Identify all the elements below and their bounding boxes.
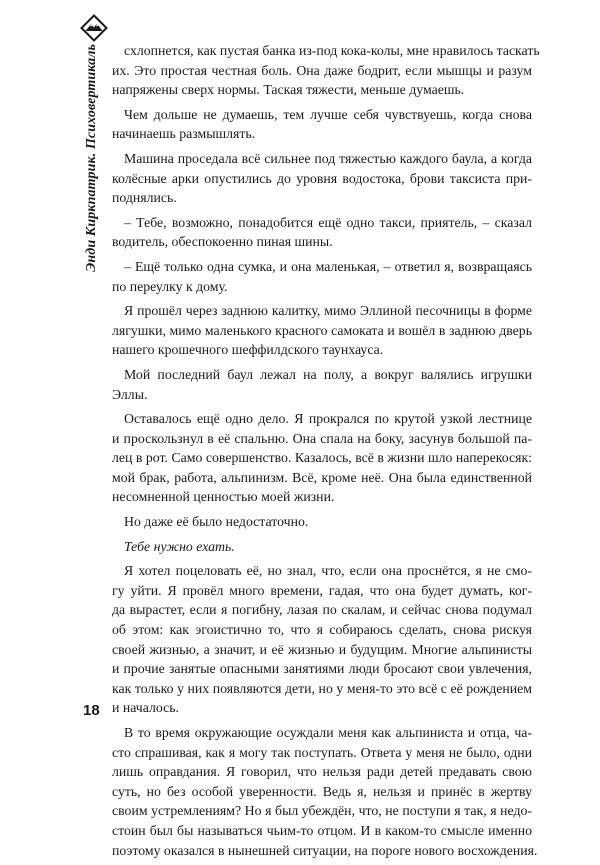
paragraph (112, 561, 532, 718)
text-line: Эллы. (112, 386, 148, 402)
text-line: стоин был бы называться чьим-то отцом. И в каком-то смысле именно (112, 822, 532, 838)
paragraph (112, 257, 532, 296)
text-line: Машина проседала всё сильнее под тяжестью каждого баула, а когда (124, 150, 532, 166)
paragraph (112, 105, 532, 144)
text-line: – Ещё только одна сумка, и она маленькая, – ответил я, возвращаясь (124, 258, 532, 274)
text-line: и проскользнул в её спальню. Она спала на боку, засунув большой па- (112, 430, 532, 446)
text-line: нашего крошечного шеффилдского таунхауса. (112, 342, 384, 358)
paragraph (112, 41, 540, 100)
text-line: схлопнется, как пустая банка из-под кока-колы, мне нравилось таскать (124, 43, 540, 58)
text-line: лишь оправдания. Я говорил, что нельзя ради детей предавать свою (112, 764, 532, 780)
text-line: суть, но без особой уверенности. Ведь я, нельзя и принёс в жертву (112, 783, 532, 799)
text-line: своим устремлениям? Но я был убеждён, что, не поступи я так, я недо- (112, 803, 532, 819)
text-line: В то время окружающие осуждали меня как альпиниста и отца, ча- (124, 725, 532, 740)
text-line: Оставалось ещё одно дело. Я прокрался по крутой узкой лестнице (124, 411, 532, 427)
paragraph (112, 149, 532, 208)
text-line: Но даже её было недостаточно. (124, 514, 309, 530)
text-line: Тебе нужно ехать. (124, 538, 235, 554)
text-line: колёсные арки опустились до уровня водостока, брови таксиста при- (112, 170, 532, 186)
text-line: их. Это простая честная боль. Она даже бодрит, если мышцы и разум (112, 62, 532, 78)
text-line: несомненной ценностью моей жизни. (112, 489, 335, 505)
body-text (112, 41, 540, 865)
text-line: Чем дольше не думаешь, тем лучше себя чувствуешь, когда снова (124, 106, 532, 122)
text-line: поэтому оказался в нынешней ситуации, на пороге нового восхождения. (112, 842, 538, 858)
text-line: лец в рот. Само совершенство. Казалось, всё в жизни шло наперекосяк: (112, 450, 532, 466)
page-number: 18 (83, 702, 100, 719)
paragraph (112, 723, 538, 860)
mountain-emblem-icon (80, 14, 108, 42)
text-line: гу уйти. Я провёл много времени, гадая, что она будет думать, ког- (112, 582, 532, 598)
paragraph (112, 409, 532, 507)
text-line: Я хотел поцеловать её, но знал, что, если она проснётся, я не смо- (124, 563, 532, 579)
running-header: Энди Киркпатрик. Психовертикаль (84, 44, 99, 272)
paragraph (112, 213, 532, 252)
paragraph (112, 301, 532, 360)
text-line: своей жизнью, а значит, и её жизнью и будущим. Многие альпинисты (112, 641, 532, 657)
text-line: – Тебе, возможно, понадобится ещё одно такси, приятель, – сказал (124, 214, 532, 230)
paragraph (112, 512, 532, 532)
text-line: сто спрашивая, как я могу так поступать. Ответа у меня не было, одни (112, 744, 532, 760)
text-line: как только у них появляются дети, но у меня-то это всё с её рождением (112, 680, 532, 696)
text-line: напряжены сверх нормы. Таская тяжести, меньше думаешь. (112, 82, 465, 98)
text-line: об этом: как эгоистично то, что я собираюсь сделать, снова рискуя (112, 622, 532, 638)
text-line: водитель, обеспокоенно пиная шины. (112, 234, 333, 250)
text-line: поднялись. (112, 190, 177, 206)
text-line: Мой последний баул лежал на полу, а вокруг валялись игрушки (124, 366, 532, 382)
paragraph (112, 537, 532, 557)
text-line: и прочие занятые опасными занятиями люди бросают свои увлечения, (112, 661, 532, 677)
text-line: лягушки, мимо маленького красного самоката и вошёл в заднюю дверь (112, 322, 532, 338)
text-line: начинаешь размышлять. (112, 126, 256, 142)
paragraph (112, 365, 532, 404)
text-line: Я прошёл через заднюю калитку, мимо Эллиной песочницы в форме (124, 303, 532, 319)
text-line: да вырастет, если я погибну, лазая по скалам, и сейчас снова подумал (112, 602, 532, 618)
text-line: и началось. (112, 700, 179, 716)
text-line: по переулку к дому. (112, 278, 228, 294)
text-line: мой брак, работа, альпинизм. Всё, кроме неё. Она была единственной (112, 469, 532, 485)
